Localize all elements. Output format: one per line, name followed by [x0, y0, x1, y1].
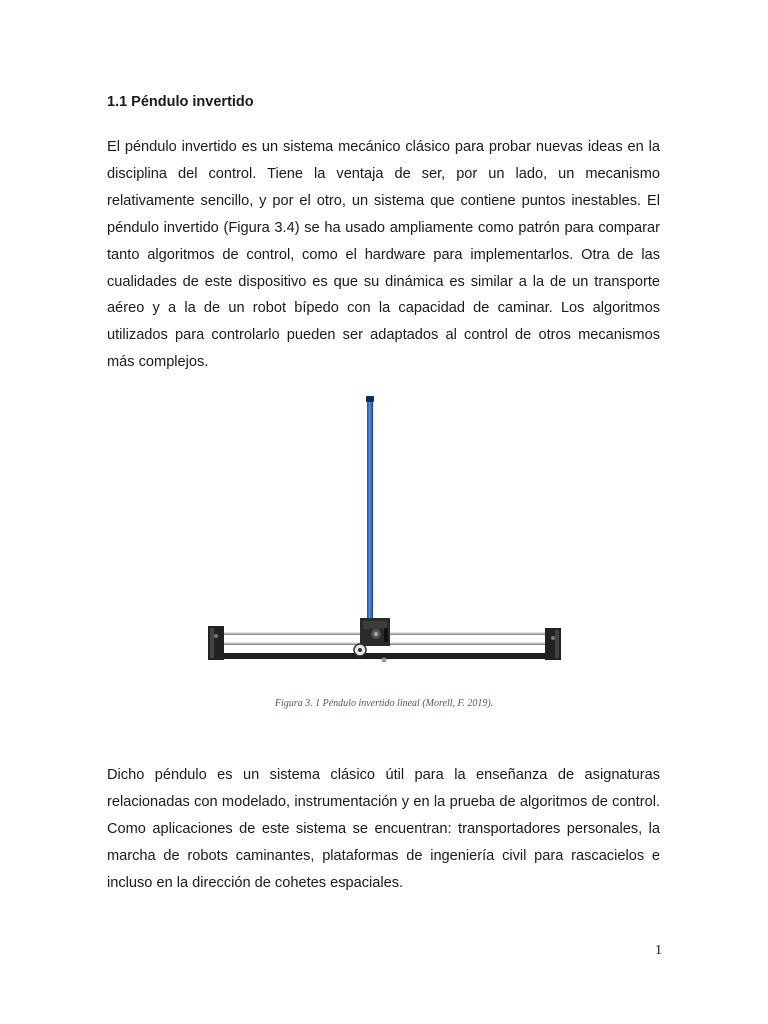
pendulum-rod: [366, 396, 374, 624]
paragraph-intro: El péndulo invertido es un sistema mecánico clásico para probar nuevas ideas en la disciplina del control. Tiene la ventaja de ser, por un lado, un mecanismo relativamente sencillo, y por el otro, un sistema que contiene puntos inestables. El péndulo invertido (Figura 3.4) se ha usado ampliamente como patrón para comparar tanto algoritmos de control, como el hardware para implementarlos. Otra de las cualidades de este dispositivo es que su dinámica es similar a la de un transporte aéreo y a la de un robot bípedo con la capacidad de caminar. Los algoritmos utilizados para controlarlo pueden ser adaptados al control de otros mecanismos más complejos.: [107, 139, 660, 371]
inverted-pendulum-figure: [200, 392, 570, 668]
right-end-support: [545, 628, 561, 660]
left-end-support: [208, 626, 224, 660]
encoder-wheel: [354, 644, 366, 656]
section-heading: 1.1 Péndulo invertido: [107, 94, 254, 110]
cart: [360, 618, 390, 646]
paragraph-applications: Dicho péndulo es un sistema clásico útil para la enseñanza de asignaturas relacionadas con modelado, instrumentación y en la prueba de algoritmos de control. Como aplicaciones de este sistema se encuentran: transportadores personales, la marcha de robots caminantes, plataformas de ingeniería civil para rascacielos e incluso en la dirección de cohetes espaciales.: [107, 767, 660, 891]
page-number: 1: [655, 943, 662, 958]
pulley: [382, 658, 387, 663]
inverted-pendulum-illustration: [200, 392, 570, 668]
figure-caption: Figura 3. 1 Péndulo invertido lineal (Morell, F. 2019).: [274, 698, 494, 709]
